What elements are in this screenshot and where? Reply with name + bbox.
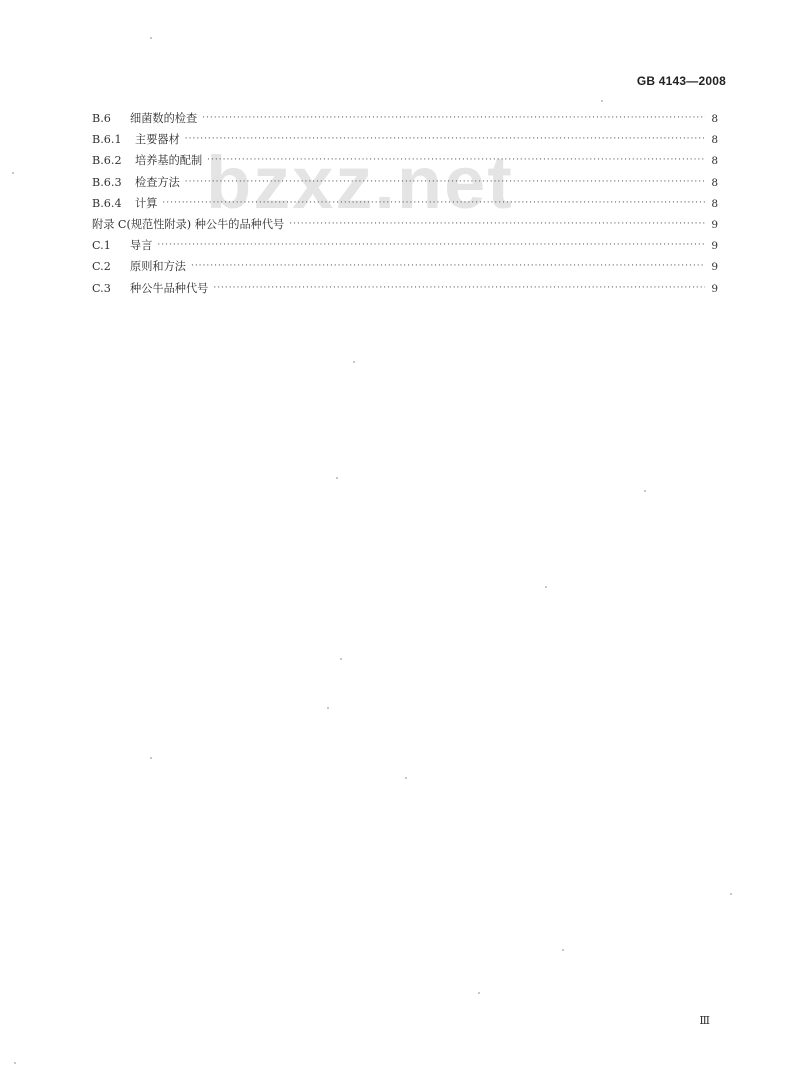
scan-speck <box>545 586 547 588</box>
toc-entry-number: C.2 <box>92 260 111 274</box>
dot-leader <box>157 235 705 256</box>
toc-entry-title: 原则和方法 <box>130 260 186 274</box>
dot-leader <box>162 193 705 214</box>
standard-code-header: GB 4143—2008 <box>636 74 726 88</box>
toc-entry-page: 8 <box>711 155 718 168</box>
toc-entry-number: B.6.1 <box>92 133 122 147</box>
scan-speck <box>353 361 355 363</box>
scan-speck <box>730 893 732 895</box>
scan-speck <box>327 707 329 709</box>
toc-entry-b62[interactable] <box>92 150 718 171</box>
toc-entry-number: B.6.3 <box>92 175 122 189</box>
scan-speck <box>12 172 14 174</box>
scan-speck <box>14 1062 16 1064</box>
dot-leader <box>185 172 705 193</box>
toc-entry-title: 主要器材 <box>135 133 180 147</box>
toc-entry-title: 附录 C(规范性附录) 种公牛的品种代号 <box>92 217 285 231</box>
toc-entry-appendix-c[interactable] <box>92 214 718 235</box>
toc-entry-page: 9 <box>711 282 718 295</box>
toc-entry-title: 种公牛品种代号 <box>130 281 209 295</box>
toc-entry-b61[interactable] <box>92 129 718 150</box>
toc-entry-number: B.6 <box>92 112 111 125</box>
toc-entry-page: 8 <box>711 113 718 125</box>
toc-entry-c3[interactable] <box>92 278 718 299</box>
dot-leader <box>207 150 705 171</box>
toc-entry-b64[interactable] <box>92 193 718 214</box>
toc-entry-number: B.6.4 <box>92 196 122 210</box>
toc-entry-title: 检查方法 <box>135 175 180 189</box>
scan-speck <box>601 100 603 102</box>
scan-speck <box>336 477 338 479</box>
dot-leader <box>213 278 705 299</box>
toc-entry-page: 9 <box>711 240 718 253</box>
table-of-contents <box>92 108 718 299</box>
scan-speck <box>644 490 646 492</box>
scan-speck <box>405 777 407 779</box>
toc-entry-title: 细菌数的检查 <box>130 112 198 125</box>
scan-speck <box>150 757 152 759</box>
scan-speck <box>562 949 564 951</box>
scan-speck <box>340 658 342 660</box>
dot-leader <box>191 256 705 277</box>
toc-entry-page: 8 <box>711 197 718 210</box>
page-number: Ⅲ <box>699 1014 710 1027</box>
toc-entry-page: 9 <box>711 218 718 231</box>
toc-entry-b63[interactable] <box>92 172 718 193</box>
toc-entry-page: 8 <box>711 176 718 189</box>
toc-entry-c2[interactable] <box>92 256 718 277</box>
toc-entry-c1[interactable] <box>92 235 718 256</box>
dot-leader <box>289 214 705 235</box>
toc-entry-b6[interactable] <box>92 108 718 129</box>
scan-speck <box>150 37 152 39</box>
toc-entry-number: C.1 <box>92 239 111 253</box>
toc-entry-page: 8 <box>711 134 718 147</box>
toc-entry-title: 计算 <box>135 196 158 210</box>
dot-leader <box>202 108 705 129</box>
toc-entry-number: C.3 <box>92 281 111 295</box>
toc-entry-number: B.6.2 <box>92 154 122 168</box>
watermark: bzxz.net <box>206 141 514 224</box>
dot-leader <box>185 129 705 150</box>
toc-entry-title: 导言 <box>130 239 153 253</box>
scan-speck <box>478 992 480 994</box>
toc-entry-title: 培养基的配制 <box>135 154 203 168</box>
toc-entry-page: 9 <box>711 261 718 274</box>
